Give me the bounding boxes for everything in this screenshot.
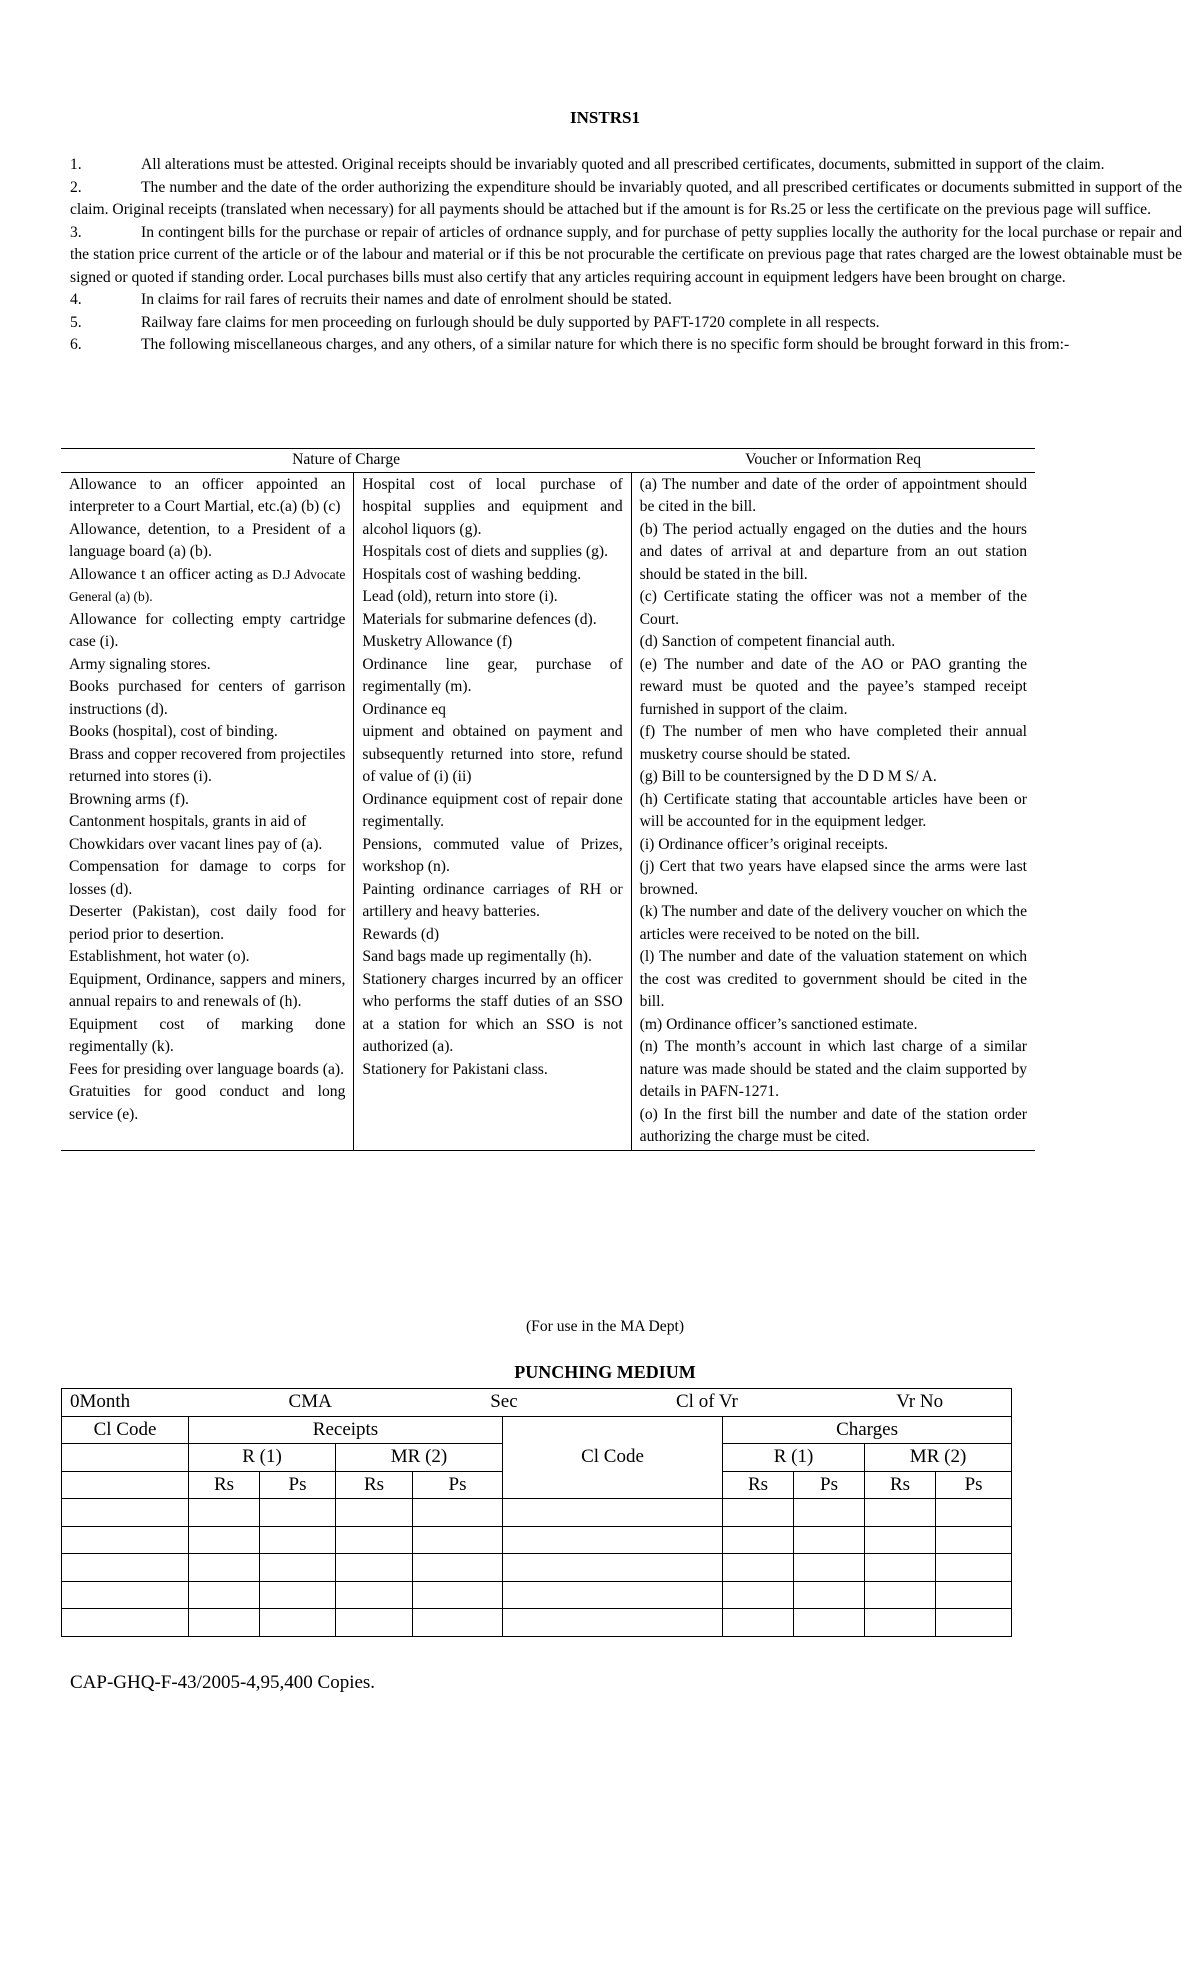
charges-mr2-header: MR (2)	[865, 1444, 1012, 1472]
charge-item: Deserter (Pakistan), cost daily food for period prior to desertion.	[69, 903, 346, 943]
charge-item: Allowance for collecting empty cartridge case (i).	[69, 610, 346, 650]
charges-r1-header: R (1)	[723, 1444, 865, 1472]
cma-label: CMA	[288, 1391, 332, 1413]
voucher-item: (g) Bill to be countersigned by the D D M S/ A.	[639, 768, 937, 785]
charge-item: Establishment, hot water (o).	[69, 948, 250, 965]
form-footer: CAP-GHQ-F-43/2005-4,95,400 Copies.	[70, 1672, 376, 1693]
rs-header: Rs	[723, 1471, 794, 1499]
voucher-item: (c) Certificate stating the officer was not a member of the Court.	[639, 588, 1027, 628]
instruction-item: 1. All alterations must be attested. Original receipts should be invariably quoted and all prescribed certificates, documents, submitted in support of the claim.	[70, 156, 1105, 173]
ps-header: Ps	[260, 1471, 336, 1499]
nature-of-charge-header: Nature of Charge	[61, 449, 631, 473]
vr-no-label: Vr No	[896, 1391, 944, 1413]
charge-item: Hospitals cost of washing bedding.	[362, 565, 582, 583]
voucher-header: Voucher or Information Req	[631, 449, 1035, 473]
charge-item: Materials for submarine defences (d).	[362, 610, 597, 628]
blank-row	[62, 1609, 1012, 1637]
instruction-item: 3. In contingent bills for the purchase or repair of articles of ordnance supply, and for purchase of petty supplies locally the authority for the local purchase or repair and the station price current of the article or of the labour and material or if this be not procurable the certificate on previous page that rates charged are the lowest obtainable must be signed or quoted if standing order. Local purchases bills must also certify that any articles requiring account in equipment ledgers have been brought on charge.	[70, 223, 1182, 286]
charge-item: Painting ordinance carriages of RH or artillery and heavy batteries.	[362, 880, 623, 920]
rs-header: Rs	[336, 1471, 413, 1499]
rs-header: Rs	[189, 1471, 260, 1499]
charge-item: uipment and obtained on payment and subsequently returned into store, refund of value of (i) (ii)	[362, 723, 623, 785]
charge-item: Ordinance eq	[362, 700, 446, 718]
charge-item: Allowance, detention, to a President of a language board (a) (b).	[69, 520, 346, 560]
charge-item: Hospital cost of local purchase of hospital supplies and equipment and alcohol liquors (g).	[362, 475, 623, 538]
ps-header: Ps	[936, 1471, 1012, 1499]
charge-item: Gratuities for good conduct and long service (e).	[69, 1083, 346, 1123]
charges-table	[61, 448, 1035, 1151]
ps-header: Ps	[794, 1471, 865, 1499]
sec-label: Sec	[490, 1391, 518, 1413]
instruction-item: 5. Railway fare claims for men proceeding on furlough should be duly supported by PAFT-1720 complete in all respects.	[70, 313, 880, 331]
voucher-item: (h) Certificate stating that accountable articles have been or will be accounted for in the equipment ledger.	[639, 790, 1027, 830]
receipts-r1-header: R (1)	[189, 1444, 336, 1472]
charge-item: Allowance to an officer appointed an interpreter to a Court Martial, etc.(a) (b) (c)	[69, 475, 346, 515]
charge-item: Equipment, Ordinance, sappers and miners, annual repairs to and renewals of (h).	[69, 970, 346, 1010]
voucher-item: (k) The number and date of the delivery voucher on which the articles were received to be noted on the bill.	[639, 903, 1027, 943]
charges-header: Charges	[723, 1416, 1012, 1444]
ps-header: Ps	[413, 1471, 503, 1499]
punching-medium-title: PUNCHING MEDIUM	[514, 1362, 696, 1382]
cl-code-header-middle: Cl Code	[503, 1416, 723, 1499]
cl-code-header: Cl Code	[62, 1416, 189, 1444]
charge-item: Musketry Allowance (f)	[362, 633, 513, 650]
charge-item: Cantonment hospitals, grants in aid of	[69, 813, 307, 830]
instructions-list	[70, 154, 1182, 357]
charge-item: Books purchased for centers of garrison instructions (d).	[69, 678, 346, 718]
charge-item: Pensions, commuted value of Prizes, workshop (n).	[362, 835, 623, 875]
voucher-item: (j) Cert that two years have elapsed since the arms were last browned.	[639, 858, 1027, 898]
charge-item: Browning arms (f).	[69, 790, 189, 808]
rs-header: Rs	[865, 1471, 936, 1499]
punching-medium-table	[61, 1388, 1012, 1637]
receipts-header: Receipts	[189, 1416, 503, 1444]
charge-item: Hospitals cost of diets and supplies (g).	[362, 543, 608, 560]
instruction-item: 6. The following miscellaneous charges, and any others, of a similar nature for which there is no specific form should be brought forward in this from:-	[70, 336, 1070, 353]
voucher-item: (l) The number and date of the valuation statement on which the cost was credited to government should be cited in the bill.	[639, 948, 1027, 1010]
voucher-item: (n) The month’s account in which last charge of a similar nature was made should be stated and the claim supported by details in PAFN-1271.	[639, 1038, 1027, 1100]
voucher-item: (i) Ordinance officer’s original receipts.	[639, 835, 889, 853]
charge-item: Allowance t an officer acting as D.J Advocate General (a) (b).	[69, 565, 346, 604]
voucher-item: (d) Sanction of competent financial auth.	[639, 633, 896, 650]
charge-item: Stationery charges incurred by an officer who performs the staff duties of an SSO at a station for which an SSO is not authorized (a).	[362, 970, 623, 1055]
for-use-note: (For use in the MA Dept)	[525, 1318, 685, 1335]
charge-item: Ordinance equipment cost of repair done regimentally.	[362, 790, 623, 830]
charge-item: Brass and copper recovered from projectiles returned into stores (i).	[69, 745, 346, 785]
charge-item: Lead (old), return into store (i).	[362, 588, 558, 605]
blank-row	[62, 1581, 1012, 1609]
voucher-item: (b) The period actually engaged on the duties and the hours and dates of arrival at and departure from an out station should be stated in the bill.	[639, 520, 1027, 583]
page-title: INSTRS1	[570, 108, 640, 127]
charge-item: Equipment cost of marking done regimentally (k).	[69, 1015, 346, 1055]
voucher-item: (a) The number and date of the order of appointment should be cited in the bill.	[639, 475, 1027, 515]
blank-row	[62, 1554, 1012, 1582]
punching-top-row	[62, 1389, 1012, 1417]
voucher-item: (f) The number of men who have completed their annual musketry course should be stated.	[639, 723, 1027, 763]
charge-item: Books (hospital), cost of binding.	[69, 723, 278, 740]
charges-column-2	[354, 472, 631, 1150]
charge-item: Chowkidars over vacant lines pay of (a).	[69, 835, 323, 853]
month-label: 0Month	[70, 1391, 131, 1413]
charge-item: Stationery for Pakistani class.	[362, 1060, 548, 1078]
voucher-item: (m) Ordinance officer’s sanctioned estimate.	[639, 1015, 918, 1033]
blank-row	[62, 1526, 1012, 1554]
charges-column-1	[61, 472, 354, 1150]
charge-item: Sand bags made up regimentally (h).	[362, 948, 592, 965]
instruction-item: 4. In claims for rail fares of recruits their names and date of enrolment should be stated.	[70, 291, 672, 308]
cl-of-vr-label: Cl of Vr	[676, 1391, 738, 1413]
receipts-mr2-header: MR (2)	[336, 1444, 503, 1472]
voucher-item: (e) The number and date of the AO or PAO granting the reward must be quoted and the payee’s stamped receipt furnished in support of the claim.	[639, 655, 1027, 718]
charge-item: Fees for presiding over language boards (a).	[69, 1060, 344, 1078]
blank-row	[62, 1499, 1012, 1527]
charge-item: Army signaling stores.	[69, 655, 211, 673]
charge-item: Rewards (d)	[362, 925, 440, 943]
charge-item: Compensation for damage to corps for losses (d).	[69, 858, 346, 898]
charge-item: Ordinance line gear, purchase of regimentally (m).	[362, 655, 623, 695]
voucher-item: (o) In the first bill the number and date of the station order authorizing the charge must be cited.	[639, 1105, 1027, 1145]
voucher-column	[631, 472, 1035, 1150]
instruction-item: 2. The number and the date of the order authorizing the expenditure should be invariably quoted, and all prescribed certificates or documents submitted in support of the claim. Original receipts (translated when necessary) for all payments should be attached but if the amount is for Rs.25 or less the certificate on the previous page will suffice.	[70, 178, 1182, 218]
